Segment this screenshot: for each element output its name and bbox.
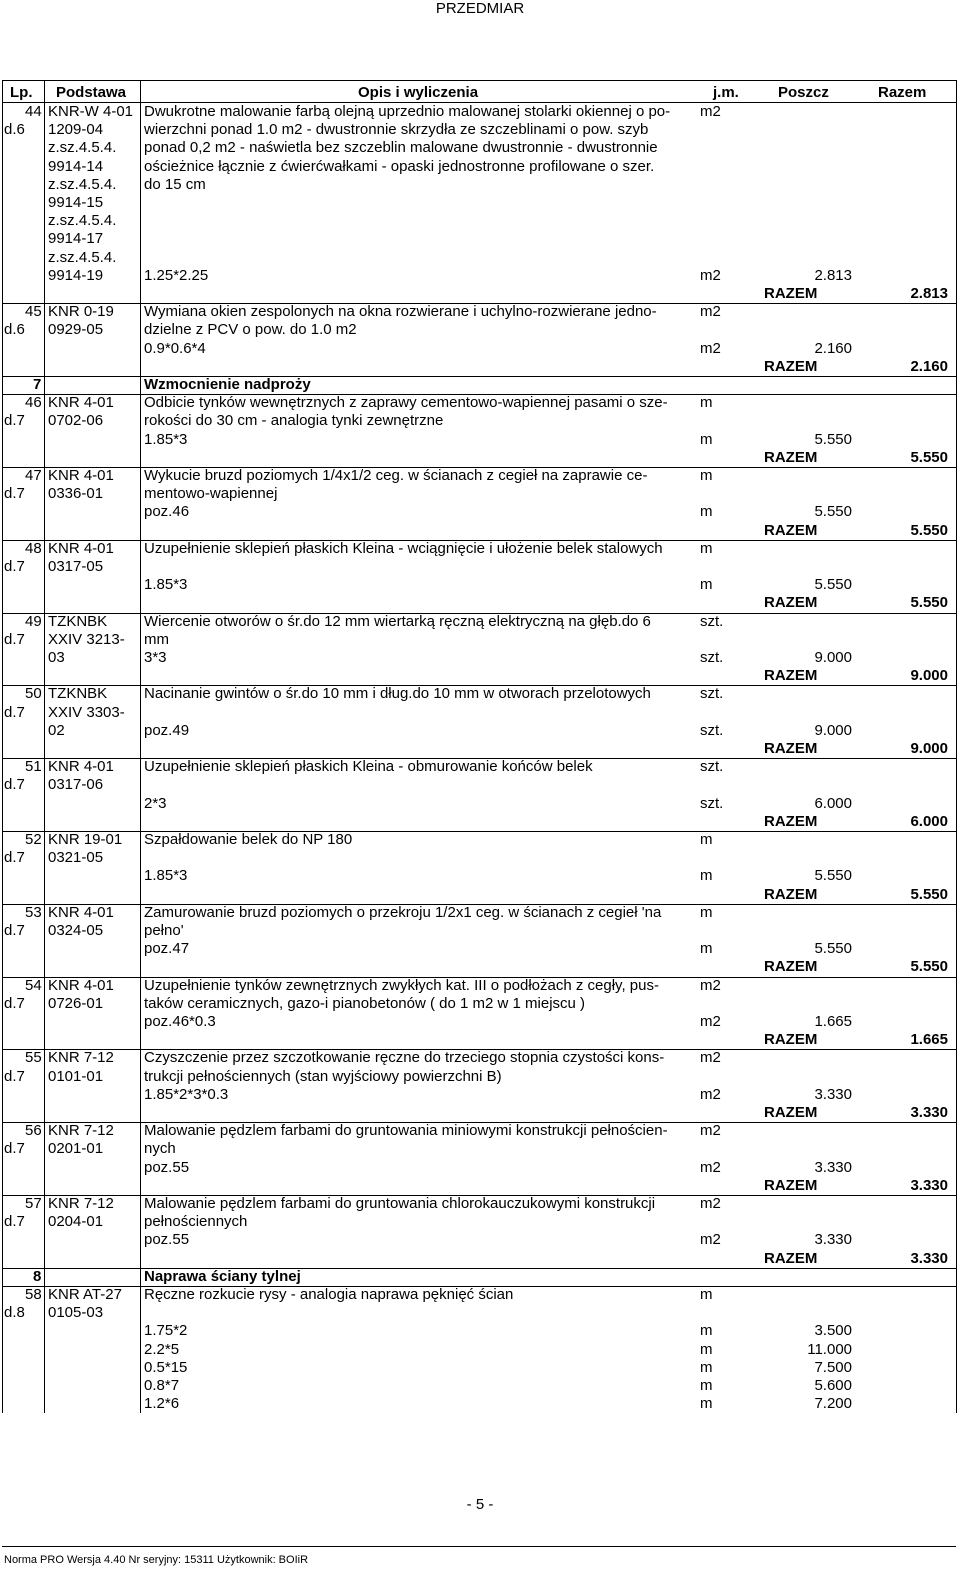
row-podstawa: KNR AT-27 (48, 1286, 122, 1303)
razem-label: RAZEM (764, 357, 818, 375)
row-lp: 48 (25, 539, 42, 557)
row-jm: m (700, 467, 713, 484)
calc-expression: 1.25*2.25 (144, 266, 209, 284)
row-jm: szt. (700, 685, 724, 703)
row-lp: 46 (25, 394, 42, 412)
razem-label: RAZEM (764, 1176, 818, 1194)
row-jm: m2 (700, 1195, 721, 1212)
row-jm: m2 (700, 303, 721, 321)
row-podstawa: KNR 4-01 (48, 467, 114, 484)
row-dzial: d.7 (4, 1067, 25, 1085)
row-opis: Malowanie pędzlem farbami do gruntowania chlorokauczukowymi konstrukcji (144, 1195, 656, 1212)
row-opis: Ręczne rozkucie rysy - analogia naprawa pęknięć ścian (144, 1286, 514, 1303)
row-opis: do 15 cm (144, 175, 206, 193)
col-rule-right (956, 80, 957, 1413)
calc-unit: m (700, 867, 713, 885)
calc-value: 1.665 (814, 1013, 852, 1030)
row-podstawa: KNR 7-12 (48, 1195, 114, 1212)
calc-value: 3.500 (814, 1322, 852, 1340)
row-podstawa: KNR 4-01 (48, 758, 114, 776)
calc-unit: m (700, 1322, 713, 1340)
row-podstawa: 0317-05 (48, 558, 104, 575)
row-opis: Uzupełnienie sklepień płaskich Kleina - wciągnięcie i ułożenie belek stalowych (144, 539, 663, 557)
row-opis: Uzupełnienie tynków zewnętrznych zwykłych kat. III o podłożach z cegły, pus- (144, 976, 659, 994)
calc-value: 3.330 (814, 1231, 852, 1249)
row-opis: Szpałdowanie belek do NP 180 (144, 831, 353, 848)
col-jm-header: j.m. (713, 84, 739, 101)
row-opis: Czyszczenie przez szczotkowanie ręczne do trzeciego stopnia czystości kons- (144, 1049, 665, 1067)
row-podstawa: 0726-01 (48, 994, 104, 1012)
row-opis: pełnościennych (144, 1213, 248, 1231)
razem-label: RAZEM (764, 448, 818, 466)
footer-rule (2, 1546, 956, 1547)
row-opis: mm (144, 630, 169, 648)
row-opis: ponad 0,2 m2 - naświetla bez szczeblin malowane dwustronnie - dwustronnie (144, 139, 658, 157)
row-jm: m2 (700, 1122, 721, 1140)
row-opis: Odbicie tynków wewnętrznych z zaprawy cementowo-wapiennej pasami o sze- (144, 394, 668, 412)
calc-unit: m2 (700, 1085, 721, 1103)
row-jm: m2 (700, 103, 721, 120)
calc-unit: m2 (700, 1231, 721, 1249)
calc-unit: m2 (700, 339, 721, 357)
calc-expression: 1.2*6 (144, 1395, 180, 1413)
row-podstawa: 0201-01 (48, 1140, 104, 1158)
row-dzial: d.7 (4, 558, 25, 575)
row-lp: 53 (25, 903, 42, 921)
row-lp: 58 (25, 1286, 42, 1303)
calc-value: 5.550 (814, 430, 852, 448)
row-podstawa: KNR 4-01 (48, 903, 114, 921)
row-opis: Zamurowanie bruzd poziomych o przekroju 1/2x1 ceg. w ścianach z cegieł 'na (144, 903, 662, 921)
calc-unit: m (700, 1377, 713, 1394)
razem-label: RAZEM (764, 521, 818, 539)
page-number: - 5 - (466, 1496, 494, 1513)
footer-text: Norma PRO Wersja 4.40 Nr seryjny: 15311 Użytkownik: BOIiR (4, 1554, 309, 1566)
calc-value: 5.550 (814, 940, 852, 958)
calc-value: 7.500 (814, 1358, 852, 1376)
row-opis: Dwukrotne malowanie farbą olejną uprzednio malowanej stolarki okiennej o po- (144, 103, 671, 120)
razem-value: 5.550 (910, 448, 948, 466)
row-opis: dzielne z PCV o pow. do 1.0 m2 (144, 321, 357, 339)
calc-expression: 1.85*3 (144, 576, 188, 594)
razem-value: 3.330 (910, 1104, 948, 1121)
row-podstawa: KNR 4-01 (48, 539, 114, 557)
row-podstawa: TZKNBK (48, 612, 108, 630)
row-jm: m (700, 831, 713, 848)
row-opis: taków ceramicznych, gazo-i pianobetonów ( do 1 m2 w 1 miejscu ) (144, 994, 586, 1012)
row-jm: m2 (700, 976, 721, 994)
row-podstawa: z.sz.4.5.4. (48, 139, 117, 157)
row-podstawa: 03 (48, 649, 65, 666)
row-podstawa: z.sz.4.5.4. (48, 248, 117, 266)
calc-expression: poz.55 (144, 1231, 190, 1249)
section-title: Wzmocnienie nadproży (144, 376, 311, 393)
calc-expression: poz.47 (144, 940, 190, 958)
razem-label: RAZEM (764, 740, 818, 757)
row-lp: 51 (25, 758, 42, 776)
calc-unit: szt. (700, 649, 724, 666)
row-dzial: d.7 (4, 412, 25, 430)
calc-expression: 1.85*2*3*0.3 (144, 1085, 229, 1103)
row-podstawa: KNR 4-01 (48, 394, 114, 412)
col-razem-header: Razem (878, 84, 927, 101)
col-rule-podstawa (140, 80, 141, 1413)
calc-expression: 0.8*7 (144, 1377, 180, 1394)
razem-value: 3.330 (910, 1249, 948, 1267)
razem-value: 1.665 (910, 1031, 948, 1049)
row-lp: 52 (25, 831, 42, 848)
calc-unit: m2 (700, 1013, 721, 1030)
row-dzial: d.7 (4, 994, 25, 1012)
col-rule-left (2, 80, 3, 1413)
row-lp: 49 (25, 612, 42, 630)
row-opis: Wykucie bruzd poziomych 1/4x1/2 ceg. w ścianach z cegieł na zaprawie ce- (144, 467, 648, 484)
razem-value: 6.000 (910, 812, 948, 830)
calc-value: 6.000 (814, 794, 852, 812)
row-dzial: d.7 (4, 776, 25, 794)
row-dzial: d.7 (4, 1140, 25, 1158)
calc-expression: 1.85*3 (144, 867, 188, 885)
row-opis: trukcji pełnościennych (stan wyjściowy powierzchni B) (144, 1067, 502, 1085)
row-podstawa: 0204-01 (48, 1213, 104, 1231)
calc-value: 9.000 (814, 721, 852, 739)
razem-label: RAZEM (764, 1249, 818, 1267)
razem-label: RAZEM (764, 594, 818, 612)
calc-expression: 1.75*2 (144, 1322, 188, 1340)
row-podstawa: KNR 7-12 (48, 1049, 114, 1067)
row-dzial: d.8 (4, 1304, 25, 1322)
row-opis: pełno' (144, 922, 184, 939)
row-dzial: d.6 (4, 321, 25, 339)
calc-value: 5.550 (814, 503, 852, 521)
row-podstawa: 02 (48, 721, 65, 739)
row-lp: 56 (25, 1122, 42, 1140)
razem-label: RAZEM (764, 667, 818, 685)
row-podstawa: 0101-01 (48, 1067, 104, 1085)
razem-value: 2.160 (910, 357, 948, 375)
row-podstawa: XXIV 3303- (48, 703, 125, 721)
razem-value: 5.550 (910, 885, 948, 903)
calc-unit: m (700, 940, 713, 958)
row-dzial: d.7 (4, 630, 25, 648)
row-dzial: d.7 (4, 1213, 25, 1231)
row-podstawa: 9914-14 (48, 157, 104, 175)
razem-value: 5.550 (910, 594, 948, 612)
calc-expression: 0.5*15 (144, 1358, 188, 1376)
row-jm: m (700, 903, 713, 921)
row-podstawa: 1209-04 (48, 121, 104, 139)
calc-value: 5.550 (814, 867, 852, 885)
calc-unit: m (700, 503, 713, 521)
calc-value: 11.000 (807, 1340, 852, 1358)
row-podstawa: KNR 0-19 (48, 303, 114, 321)
razem-value: 9.000 (910, 740, 948, 757)
row-opis: wierzchni ponad 1.0 m2 - dwustronnie skrzydła ze szczeblinami o pow. szyb (144, 121, 649, 139)
row-dzial: d.7 (4, 849, 25, 867)
col-lp-header: Lp. (10, 84, 33, 101)
row-opis: Nacinanie gwintów o śr.do 10 mm i dług.do 10 mm w otworach przelotowych (144, 685, 651, 703)
row-opis: mentowo-wapiennej (144, 485, 278, 503)
calc-value: 2.813 (814, 266, 852, 284)
razem-label: RAZEM (764, 1031, 818, 1049)
row-jm: szt. (700, 758, 724, 776)
row-podstawa: TZKNBK (48, 685, 108, 703)
row-podstawa: z.sz.4.5.4. (48, 212, 117, 230)
row-podstawa: 0317-06 (48, 776, 104, 794)
calc-unit: m (700, 430, 713, 448)
calc-value: 5.550 (814, 576, 852, 594)
calc-unit: m (700, 576, 713, 594)
calc-value: 9.000 (814, 649, 852, 666)
calc-value: 3.330 (814, 1158, 852, 1176)
row-lp: 47 (25, 467, 42, 484)
row-opis: Uzupełnienie sklepień płaskich Kleina - obmurowanie końców belek (144, 758, 593, 776)
calc-unit: m (700, 1358, 713, 1376)
document-title: PRZEDMIAR (435, 0, 525, 17)
row-dzial: d.7 (4, 703, 25, 721)
col-rule-lp (44, 80, 45, 1413)
calc-expression: 1.85*3 (144, 430, 188, 448)
row-opis: nych (144, 1140, 176, 1158)
calc-expression: 3*3 (144, 649, 167, 666)
calc-value: 7.200 (814, 1395, 852, 1413)
row-jm: m2 (700, 1049, 721, 1067)
razem-value: 3.330 (910, 1176, 948, 1194)
razem-value: 5.550 (910, 521, 948, 539)
row-podstawa: 9914-19 (48, 266, 104, 284)
razem-label: RAZEM (764, 1104, 818, 1121)
calc-expression: poz.49 (144, 721, 190, 739)
razem-label: RAZEM (764, 812, 818, 830)
calc-expression: 0.9*0.6*4 (144, 339, 206, 357)
razem-value: 2.813 (910, 285, 948, 302)
calc-unit: m2 (700, 266, 721, 284)
calc-expression: poz.46*0.3 (144, 1013, 216, 1030)
razem-label: RAZEM (764, 958, 818, 976)
row-podstawa: 0105-03 (48, 1304, 104, 1322)
col-podstawa-header: Podstawa (56, 84, 127, 101)
row-opis: Wymiana okien zespolonych na okna rozwierane i uchylno-rozwierane jedno- (144, 303, 657, 321)
row-jm: m (700, 1286, 713, 1303)
row-dzial: d.6 (4, 121, 25, 139)
row-lp: 50 (25, 685, 42, 703)
header-top-rule (2, 80, 956, 81)
row-lp: 57 (25, 1195, 42, 1212)
row-podstawa: KNR 4-01 (48, 976, 114, 994)
row-jm: m (700, 394, 713, 412)
row-podstawa: KNR 19-01 (48, 831, 123, 848)
row-dzial: d.7 (4, 485, 25, 503)
row-podstawa: KNR 7-12 (48, 1122, 114, 1140)
calc-unit: m2 (700, 1158, 721, 1176)
row-podstawa: 0321-05 (48, 849, 104, 867)
row-lp: 55 (25, 1049, 42, 1067)
calc-unit: m (700, 1340, 713, 1358)
row-podstawa: XXIV 3213- (48, 630, 125, 648)
calc-expression: poz.55 (144, 1158, 190, 1176)
calc-unit: szt. (700, 794, 724, 812)
row-dzial: d.7 (4, 922, 25, 939)
row-podstawa: 9914-17 (48, 230, 104, 248)
row-podstawa: 0702-06 (48, 412, 104, 430)
row-lp: 45 (25, 303, 42, 321)
razem-value: 9.000 (910, 667, 948, 685)
calc-value: 5.600 (814, 1377, 852, 1394)
calc-unit: szt. (700, 721, 724, 739)
row-opis: ościeżnice łącznie z ćwierćwałkami - opaski jednostronne profilowane o szer. (144, 157, 655, 175)
razem-label: RAZEM (764, 885, 818, 903)
section-number: 8 (33, 1267, 42, 1285)
calc-value: 3.330 (814, 1085, 852, 1103)
row-podstawa: 9914-15 (48, 194, 104, 211)
row-podstawa: z.sz.4.5.4. (48, 175, 117, 193)
calc-value: 2.160 (814, 339, 852, 357)
row-lp: 54 (25, 976, 42, 994)
row-podstawa: 0929-05 (48, 321, 104, 339)
calc-expression: poz.46 (144, 503, 190, 521)
calc-expression: 2*3 (144, 794, 167, 812)
calc-expression: 2.2*5 (144, 1340, 180, 1358)
calc-unit: m (700, 1395, 713, 1413)
col-poszcz-header: Poszcz (778, 84, 829, 101)
row-podstawa: 0324-05 (48, 922, 104, 939)
row-opis: Malowanie pędzlem farbami do gruntowania miniowymi konstrukcji pełnościen- (144, 1122, 668, 1140)
razem-value: 5.550 (910, 958, 948, 976)
row-opis: Wiercenie otworów o śr.do 12 mm wiertarką ręczną elektryczną na głęb.do 6 (144, 612, 651, 630)
section-title: Naprawa ściany tylnej (144, 1267, 301, 1285)
row-jm: m (700, 539, 713, 557)
section-number: 7 (33, 376, 42, 393)
row-podstawa: KNR-W 4-01 (48, 103, 134, 120)
row-opis: rokości do 30 cm - analogia tynki zewnętrzne (144, 412, 444, 430)
col-opis-header: Opis i wyliczenia (358, 84, 479, 101)
row-podstawa: 0336-01 (48, 485, 104, 503)
row-lp: 44 (25, 103, 42, 120)
row-jm: szt. (700, 612, 724, 630)
razem-label: RAZEM (764, 285, 818, 302)
